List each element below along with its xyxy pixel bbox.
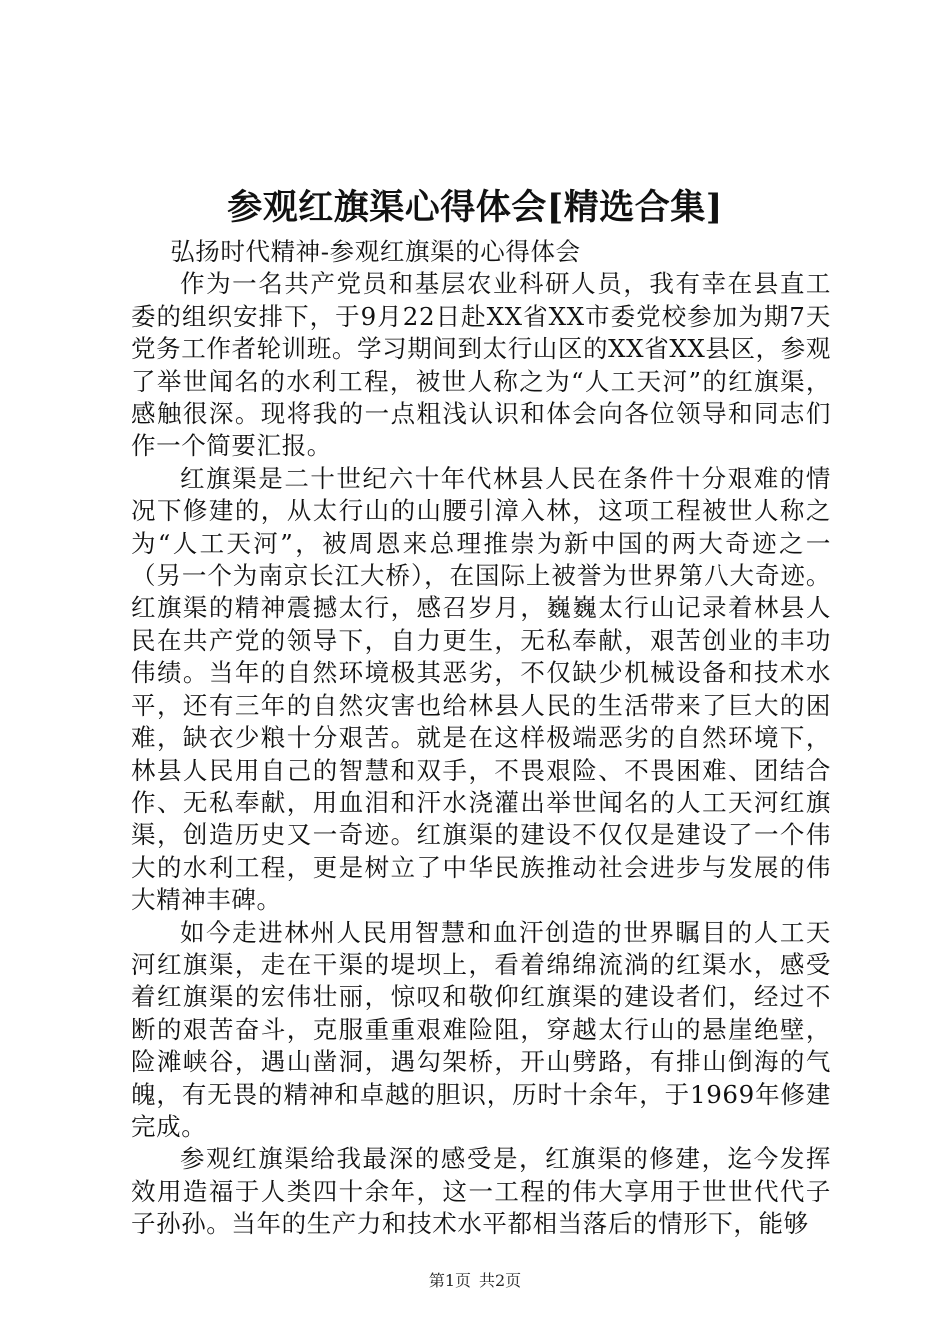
page-number: 第1页: [428, 1271, 471, 1290]
paragraph-4: 参观红旗渠给我最深的感受是，红旗渠的修建，迄今发挥效用造福于人类四十余年，这一工程的伟大享用于世世代代子子孙孙。当年的生产力和技术水平都相当落后的情形下，能够: [131, 1144, 831, 1239]
document-title: 参观红旗渠心得体会[精选合集]: [227, 187, 723, 228]
paragraph-1: 作为一名共产党员和基层农业科研人员，我有幸在县直工委的组织安排下，于9月22日赴XX省XX市委党校参加为期7天党务工作者轮训班。学习期间到太行山区的XX省XX县区，参观了举世闻名的水利工程，被世人称之为“人工天河”的红旗渠，感触很深。现将我的一点粗浅认识和体会向各位领导和同志们作一个简要汇报。: [131, 269, 831, 461]
paragraph-3: 如今走进林州人民用智慧和血汗创造的世界瞩目的人工天河红旗渠，走在干渠的堤坝上，看着绵绵流淌的红渠水，感受着红旗渠的宏伟壮丽，惊叹和敬仰红旗渠的建设者们，经过不断的艰苦奋斗，克服重重艰难险阻，穿越太行山的悬崖绝壁，险滩峡谷，遇山凿洞，遇勾架桥，开山劈路，有排山倒海的气魄，有无畏的精神和卓越的胆识，历时十余年，于1969年修建完成。: [131, 917, 831, 1141]
page-footer: [0, 1270, 950, 1292]
paragraph-2: 红旗渠是二十世纪六十年代林县人民在条件十分艰难的情况下修建的，从太行山的山腰引漳入林，这项工程被世人称之为“人工天河”，被周恩来总理推崇为新中国的两大奇迹之一（另一个为南京长江大桥），在国际上被誉为世界第八大奇迹。红旗渠的精神震撼太行，感召岁月，巍巍太行山记录着林县人民在共产党的领导下，自力更生，无私奉献，艰苦创业的丰功伟绩。当年的自然环境极其恶劣，不仅缺少机械设备和技术水平，还有三年的自然灾害也给林县人民的生活带来了巨大的困难，缺衣少粮十分艰苦。就是在这样极端恶劣的自然环境下，林县人民用自己的智慧和双手，不畏艰险、不畏困难、团结合作、无私奉献，用血泪和汗水浇灌出举世闻名的人工天河红旗渠，创造历史又一奇迹。红旗渠的建设不仅仅是建设了一个伟大的水利工程，更是树立了中华民族推动社会进步与发展的伟大精神丰碑。: [131, 463, 831, 915]
document-body: [131, 236, 831, 1241]
page-total: 共2页: [479, 1271, 522, 1290]
document-subtitle: 弘扬时代精神-参观红旗渠的心得体会: [170, 237, 581, 266]
